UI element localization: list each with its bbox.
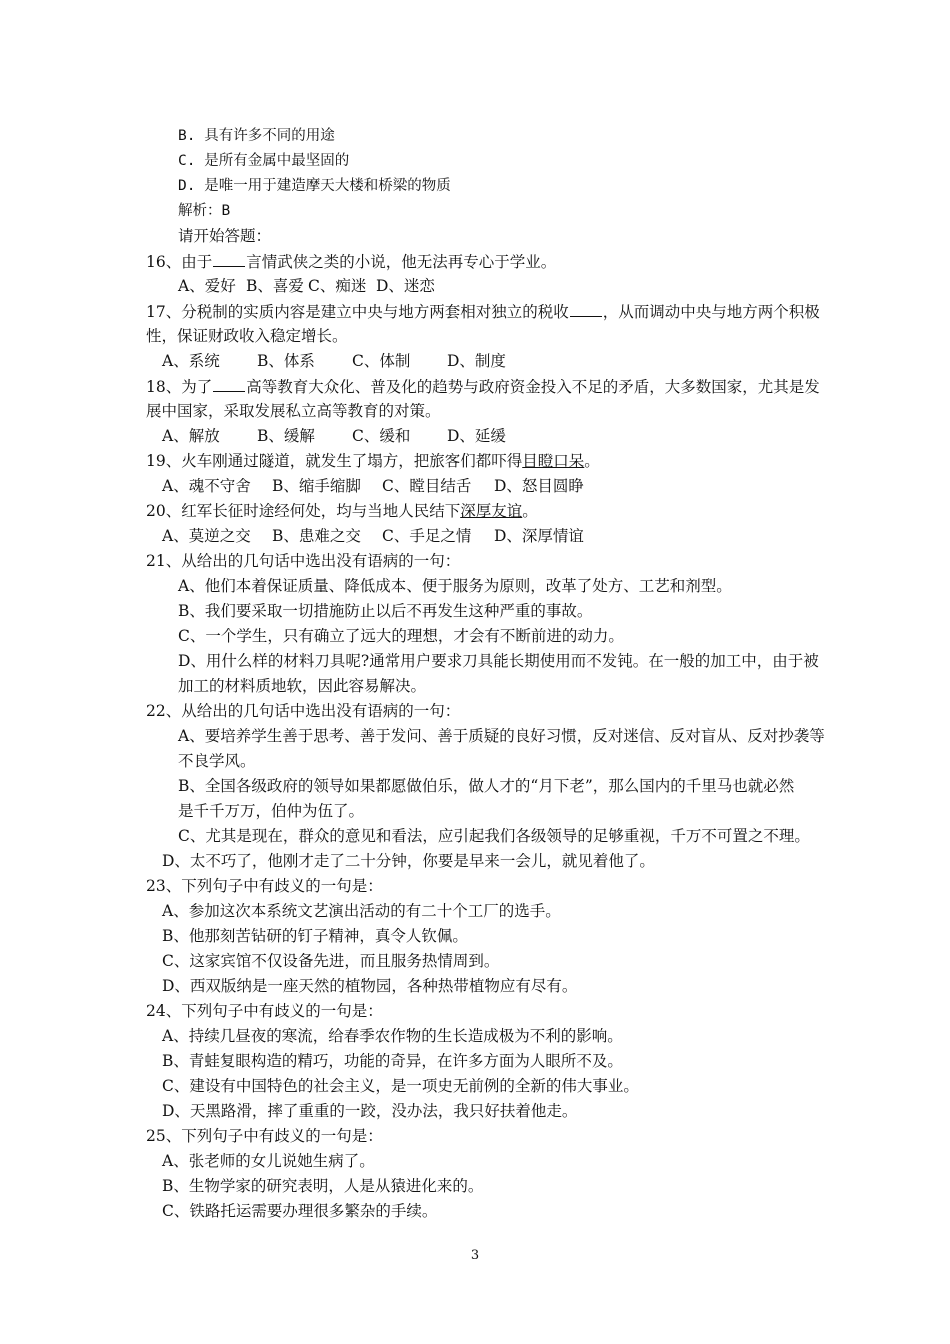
question-20-text: 20、红军长征时途经何处，均与当地人民结下 [146,502,461,520]
question-18 [146,376,820,397]
question-17-text: 17、分税制的实质内容是建立中央与地方两套相对独立的税收 [146,303,569,321]
option-d: D、怒目圆睁 [494,477,584,495]
question-20-text: 。 [522,502,538,520]
option-d: D、制度 [447,352,506,370]
answer-blank [570,301,602,317]
option-d: D、深厚情谊 [494,527,584,545]
question-22-option-c: C、尤其是现在，群众的意见和看法，应引起我们各级领导的足够重视，千万不可置之不理。 [178,827,810,845]
question-18-line-2: 展中国家，采取发展私立高等教育的对策。 [146,402,441,420]
intro-option-d: D. 是唯一用于建造摩天大楼和桥梁的物质 [178,178,451,194]
question-23-option-b: B、他那刻苦钻研的钉子精神，真令人钦佩。 [162,927,468,945]
question-21-option-c: C、一个学生，只有确立了远大的理想，才会有不断前进的动力。 [178,627,624,645]
option-b: B、体系 [257,352,315,370]
question-22-option-a-line-2: 不良学风。 [178,752,256,770]
question-20-options [162,526,584,546]
question-20 [146,501,538,521]
question-16-text: 16、由于 [146,253,213,271]
question-17-text: ，从而调动中央与地方两个积极 [602,303,820,321]
option-c: C、痴迷 [308,277,367,295]
question-23-option-a: A、参加这次本系统文艺演出活动的有二十个工厂的选手。 [162,902,561,920]
question-25-option-c: C、铁路托运需要办理很多繁杂的手续。 [162,1202,438,1220]
intro-analysis: 解析：B [178,203,231,219]
question-21-stem: 21、从给出的几句话中选出没有语病的一句： [146,552,461,570]
option-c: C、瞠目结舌 [382,477,472,495]
question-17 [146,301,820,322]
option-c: C、手足之情 [382,527,472,545]
question-19-options [162,476,584,496]
answer-blank [213,251,245,267]
question-17-line-2: 性，保证财政收入稳定增长。 [146,327,348,345]
question-23-option-c: C、这家宾馆不仅设备先进，而且服务热情周到。 [162,952,500,970]
question-18-options [162,426,506,446]
option-a: A、系统 [162,352,220,370]
question-16-options [178,276,435,296]
option-b: B、缩手缩脚 [272,477,361,495]
question-24-option-a: A、持续几昼夜的寒流，给春季农作物的生长造成极为不利的影响。 [162,1027,623,1045]
option-c: C、体制 [352,352,411,370]
question-22-option-b-line-2: 是千千万万，伯仲为伍了。 [178,802,365,820]
question-19-text: 19、火车刚通过隧道，就发生了塌方，把旅客们都吓得 [146,452,523,470]
option-d: D、迷恋 [376,277,435,295]
question-21-option-a: A、他们本着保证质量、降低成本、便于服务为原则，改革了处方、工艺和剂型。 [178,577,732,595]
question-25-stem: 25、下列句子中有歧义的一句是： [146,1127,383,1145]
option-a: A、解放 [162,427,220,445]
question-17-options [162,351,506,371]
question-25-option-b: B、生物学家的研究表明，人是从猿进化来的。 [162,1177,484,1195]
option-a: A、魂不守舍 [162,477,251,495]
underlined-phrase: 深厚友谊 [460,502,523,520]
question-22-stem: 22、从给出的几句话中选出没有语病的一句： [146,702,461,720]
page-number: 3 [470,1248,480,1263]
answer-blank [213,376,245,392]
intro-option-c: C. 是所有金属中最坚固的 [178,153,350,169]
start-prompt: 请开始答题： [178,227,272,245]
option-d: D、延缓 [447,427,506,445]
option-a: A、爱好 [178,277,236,295]
option-b: B、喜爱 [246,277,304,295]
question-19 [146,451,600,471]
question-22-option-a: A、要培养学生善于思考、善于发问、善于质疑的良好习惯，反对迷信、反对盲从、反对抄袭等 [178,727,825,745]
question-22-option-b: B、全国各级政府的领导如果都愿做伯乐，做人才的“月下老”，那么国内的千里马也就必然 [178,777,795,795]
question-23-stem: 23、下列句子中有歧义的一句是： [146,877,383,895]
question-24-option-c: C、建设有中国特色的社会主义，是一项史无前例的全新的伟大事业。 [162,1077,639,1095]
option-a: A、莫逆之交 [162,527,251,545]
option-b: B、缓解 [257,427,315,445]
question-21-option-d-line-2: 加工的材料质地软，因此容易解决。 [178,677,427,695]
question-22-option-d: D、太不巧了，他刚才走了二十分钟，你要是早来一会儿，就见着他了。 [162,852,655,870]
question-18-text: 高等教育大众化、普及化的趋势与政府资金投入不足的矛盾，大多数国家，尤其是发 [246,378,820,396]
question-16 [146,251,556,272]
question-19-text: 。 [584,452,600,470]
question-16-text: 言情武侠之类的小说，他无法再专心于学业。 [246,253,557,271]
question-23-option-d: D、西双版纳是一座天然的植物园，各种热带植物应有尽有。 [162,977,578,995]
question-24-option-d: D、天黑路滑，摔了重重的一跤，没办法，我只好扶着他走。 [162,1102,578,1120]
question-25-option-a: A、张老师的女儿说她生病了。 [162,1152,375,1170]
question-24-option-b: B、青蛙复眼构造的精巧，功能的奇异，在许多方面为人眼所不及。 [162,1052,623,1070]
option-b: B、患难之交 [272,527,361,545]
intro-option-b: B. 具有许多不同的用途 [178,128,335,144]
question-21-option-d: D、用什么样的材料刀具呢?通常用户要求刀具能长期使用而不发钝。在一般的加工中，由于被 [178,652,819,670]
option-c: C、缓和 [352,427,411,445]
question-24-stem: 24、下列句子中有歧义的一句是： [146,1002,383,1020]
question-21-option-b: B、我们要采取一切措施防止以后不再发生这种严重的事故。 [178,602,593,620]
underlined-phrase: 目瞪口呆 [522,452,585,470]
question-18-text: 18、为了 [146,378,213,396]
